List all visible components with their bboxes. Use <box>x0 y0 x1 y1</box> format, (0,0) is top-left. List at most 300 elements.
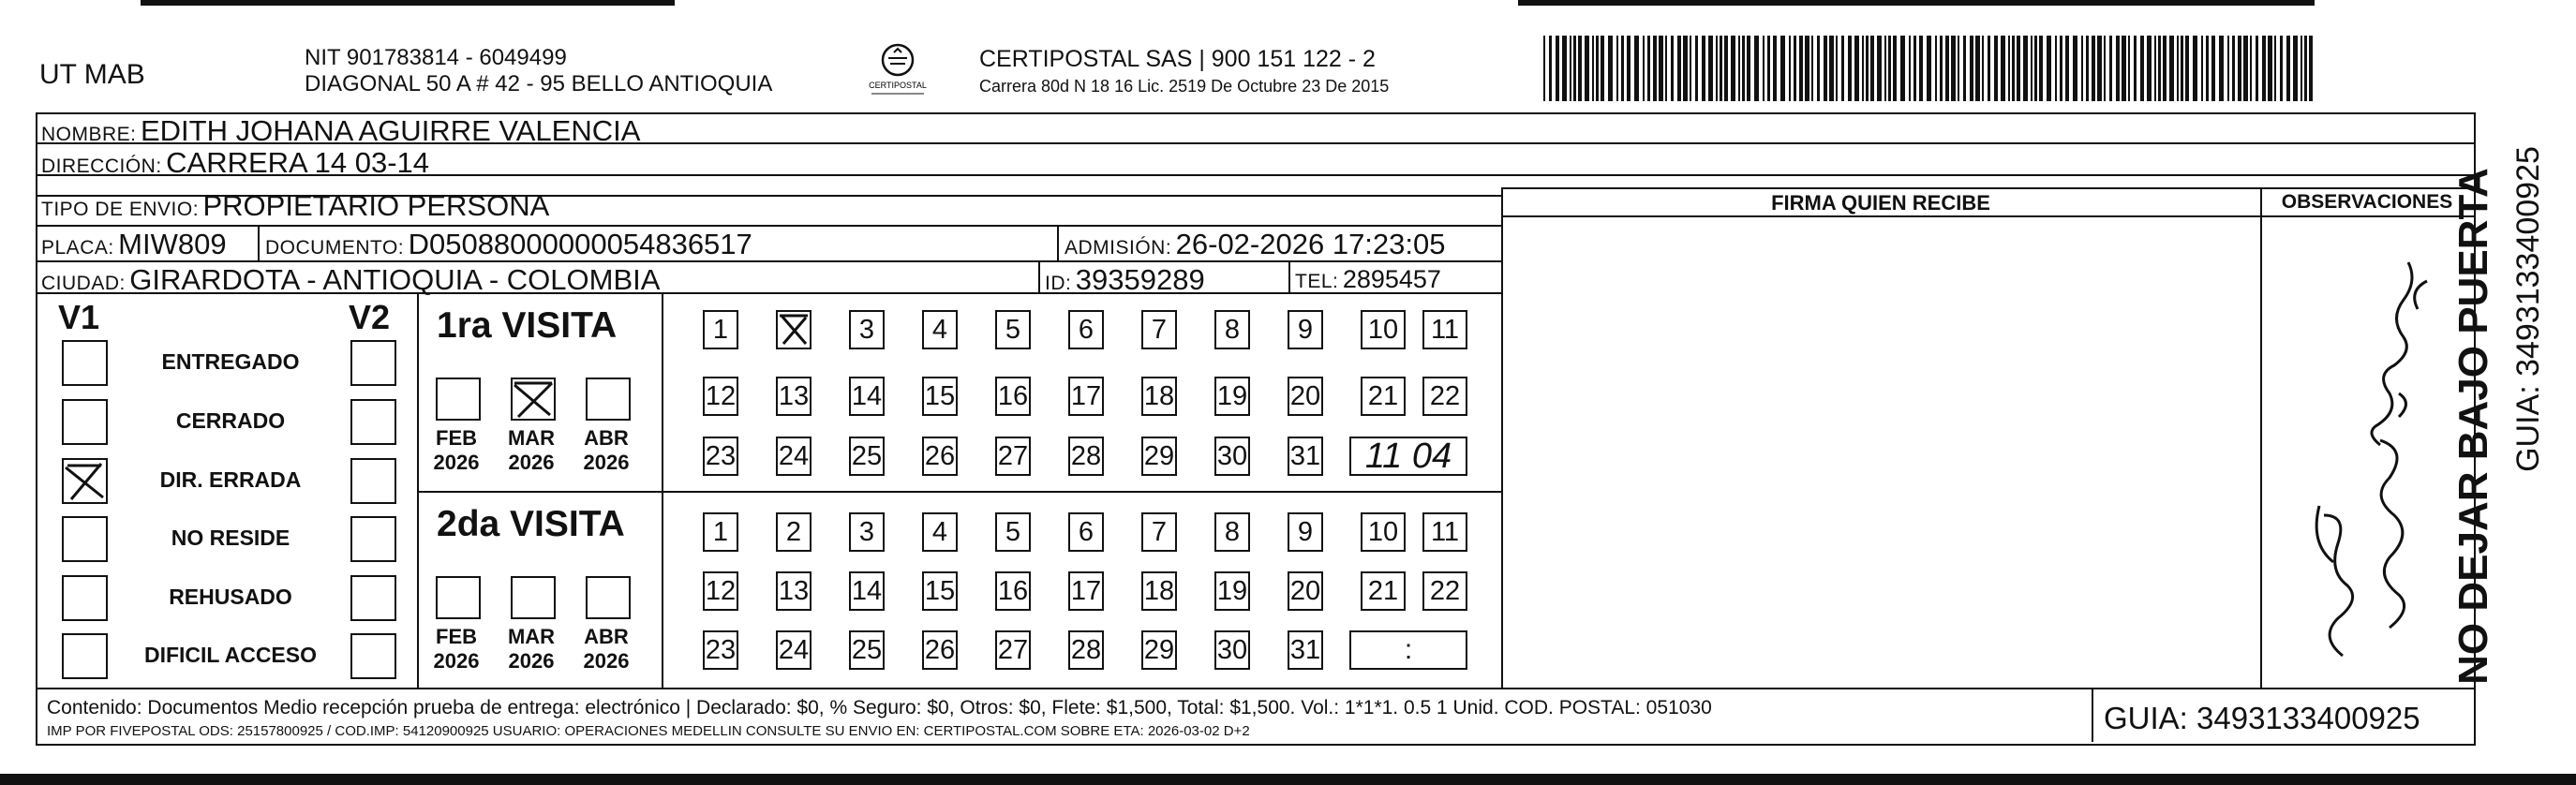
barcode-bar <box>1754 36 1759 101</box>
barcode-bar <box>2301 36 2302 101</box>
barcode-bar <box>2262 36 2266 101</box>
barcode-bar <box>1841 36 1844 101</box>
barcode-bar <box>1963 36 1966 101</box>
barcode-bar <box>2219 36 2224 101</box>
nombre-label: NOMBRE: <box>41 124 137 145</box>
top-edge-line <box>141 0 675 6</box>
day-box[interactable]: 30 <box>1214 630 1250 670</box>
barcode-bar <box>2211 36 2215 101</box>
barcode-bar <box>1958 36 1959 101</box>
barcode-bar <box>1811 36 1813 101</box>
barcode-bar <box>2181 36 2183 101</box>
month-checkbox[interactable] <box>511 378 556 421</box>
barcode-bar <box>2001 36 2005 101</box>
col-divider <box>417 292 419 688</box>
tipo-row <box>41 189 549 223</box>
v2-checkbox[interactable] <box>350 575 396 621</box>
carrier-license: Carrera 80d N 18 16 Lic. 2519 De Octubre 23 De 2015 <box>979 77 1390 96</box>
day-box[interactable]: 22 <box>1422 377 1467 416</box>
day-box[interactable]: 19 <box>1214 377 1250 416</box>
footer-guia: GUIA: 3493133400925 <box>2104 701 2420 735</box>
month-year: 2026 <box>433 649 480 674</box>
barcode-bar <box>1763 36 1764 101</box>
barcode-bar <box>2065 36 2069 101</box>
barcode-bar <box>2140 36 2144 101</box>
documento-value: D05088000000054836517 <box>408 228 752 260</box>
company-address: DIAGONAL 50 A # 42 - 95 BELLO ANTIOQUIA <box>305 71 773 96</box>
nombre-value: EDITH JOHANA AGUIRRE VALENCIA <box>140 114 641 147</box>
row-divider <box>417 491 1502 493</box>
v1-label: V1 <box>58 298 100 336</box>
day-box[interactable]: 2 <box>776 512 812 552</box>
barcode-bar <box>1592 36 1594 101</box>
barcode-bar <box>1556 36 1559 101</box>
barcode-bar <box>2309 36 2313 101</box>
day-box[interactable]: 8 <box>1214 512 1250 552</box>
barcode-bar <box>2012 36 2015 101</box>
day-box[interactable]: 27 <box>995 437 1031 476</box>
direccion-value: CARRERA 14 03-14 <box>166 146 430 179</box>
barcode-bar <box>1683 36 1688 101</box>
day-box[interactable]: 22 <box>1422 571 1467 611</box>
barcode-bar <box>1643 36 1645 101</box>
day-box[interactable]: 6 <box>1068 310 1104 349</box>
barcode-bar <box>1573 36 1576 101</box>
barcode-bar <box>1824 36 1827 101</box>
barcode-bar <box>1866 36 1869 101</box>
barcode-bar <box>1596 36 1599 101</box>
id-value: 39359289 <box>1075 263 1205 296</box>
day-box[interactable]: 12 <box>703 571 738 611</box>
day-box[interactable]: 31 <box>1288 630 1323 670</box>
barcode-bar <box>1870 36 1874 101</box>
day-box[interactable]: 15 <box>922 571 958 611</box>
status-option-label: ENTREGADO <box>161 349 300 374</box>
bottom-edge <box>0 774 2576 785</box>
day-box[interactable]: 31 <box>1288 437 1323 476</box>
month-checkbox[interactable] <box>436 576 481 619</box>
barcode-bar <box>2185 36 2189 101</box>
barcode-bar <box>1647 36 1650 101</box>
barcode-bar <box>1549 36 1552 101</box>
day-box[interactable]: 29 <box>1141 437 1177 476</box>
day-box[interactable]: 16 <box>995 377 1031 416</box>
barcode-bar <box>2092 36 2095 101</box>
month-name: ABR <box>584 625 629 648</box>
col-divider <box>662 292 663 688</box>
barcode-bar <box>1884 36 1886 101</box>
barcode-bar <box>2081 36 2083 101</box>
day-box[interactable]: 1 <box>703 512 738 552</box>
month-label <box>578 426 634 476</box>
barcode-bar <box>2158 36 2161 101</box>
month-label <box>503 625 559 674</box>
barcode-bar <box>1747 36 1750 101</box>
firma-header: FIRMA QUIEN RECIBE <box>1771 191 1990 215</box>
barcode-bar <box>1927 36 1931 101</box>
barcode-bar <box>2293 36 2298 101</box>
check-mark-icon <box>64 460 106 502</box>
barcode-bar <box>2154 36 2156 101</box>
documento-row <box>265 228 752 261</box>
day-box[interactable]: 7 <box>1141 310 1177 349</box>
barcode-bar <box>2031 36 2033 101</box>
barcode-bar <box>1720 36 1722 101</box>
day-box[interactable]: 9 <box>1288 512 1323 552</box>
tipo-value: PROPIETARIO PERSONA <box>202 189 550 222</box>
barcode-bar <box>1817 36 1820 101</box>
barcode-bar <box>1848 36 1852 101</box>
day-box[interactable]: 24 <box>776 437 812 476</box>
ciudad-value: GIRARDOTA - ANTIOQUIA - COLOMBIA <box>129 263 661 296</box>
day-box[interactable]: 10 <box>1361 512 1406 552</box>
status-option-label: DIFICIL ACCESO <box>143 643 317 667</box>
side-guia: GUIA: 3493133400925 <box>2510 146 2546 472</box>
v1-checkbox[interactable] <box>62 575 108 621</box>
barcode-bar <box>2268 36 2272 101</box>
barcode-bar <box>1773 36 1777 101</box>
day-box[interactable]: 26 <box>922 630 958 670</box>
carrier-name: CERTIPOSTAL SAS | 900 151 122 - 2 <box>979 46 1376 72</box>
barcode-bar <box>1659 36 1663 101</box>
day-box[interactable]: 19 <box>1214 571 1250 611</box>
col-divider <box>2092 688 2093 742</box>
day-box[interactable]: 21 <box>1361 377 1406 416</box>
day-box[interactable]: 13 <box>776 571 812 611</box>
barcode-bar <box>1862 36 1864 101</box>
barcode-bar <box>2227 36 2229 101</box>
day-box[interactable] <box>776 310 812 349</box>
barcode-bar <box>2147 36 2152 101</box>
barcode-bar <box>1742 36 1745 101</box>
v2-label: V2 <box>349 298 391 336</box>
barcode-bar <box>2073 36 2077 101</box>
barcode-bar <box>1708 36 1713 101</box>
side-warning: NO DEJAR BAJO PUERTA <box>2450 168 2496 685</box>
month-year: 2026 <box>583 649 630 674</box>
barcode-bar <box>2250 36 2252 101</box>
day-box[interactable]: 3 <box>849 512 885 552</box>
day-box[interactable]: 6 <box>1068 512 1104 552</box>
day-box[interactable]: 30 <box>1214 437 1250 476</box>
barcode-bar <box>2134 36 2137 101</box>
admision-value: 26-02-2026 17:23:05 <box>1175 228 1446 260</box>
barcode-bar <box>1690 36 1691 101</box>
barcode-bar <box>2274 36 2276 101</box>
day-box[interactable]: 26 <box>922 437 958 476</box>
day-box[interactable]: 18 <box>1141 377 1177 416</box>
barcode-bar <box>1767 36 1770 101</box>
placa-row <box>41 228 227 261</box>
barcode-bar <box>2243 36 2248 101</box>
col-divider <box>258 227 260 260</box>
day-box[interactable]: 25 <box>849 630 885 670</box>
day-box[interactable]: 23 <box>703 630 738 670</box>
ciudad-label: CIUDAD: <box>41 273 126 294</box>
barcode-bar <box>1608 36 1613 101</box>
barcode-bar <box>2097 36 2102 101</box>
barcode-bar <box>1945 36 1949 101</box>
month-checkbox[interactable] <box>436 378 481 421</box>
placa-value: MIW809 <box>118 228 227 260</box>
visit1-title: 1ra VISITA <box>437 305 618 346</box>
day-box[interactable]: 11 <box>1422 310 1467 349</box>
barcode-bar <box>2193 36 2197 101</box>
v2-checkbox[interactable] <box>350 458 396 504</box>
barcode-bar <box>1665 36 1667 101</box>
observaciones-header: OBSERVACIONES <box>2281 191 2453 213</box>
day-box[interactable]: 28 <box>1068 630 1104 670</box>
certipostal-logo <box>860 39 935 105</box>
barcode-bar <box>1935 36 1937 101</box>
barcode-bar <box>2201 36 2203 101</box>
month-checkbox[interactable] <box>586 576 631 619</box>
v1-checkbox[interactable] <box>62 399 108 445</box>
day-box[interactable]: 15 <box>922 377 958 416</box>
tel-value: 2895457 <box>1342 265 1441 293</box>
barcode-bar <box>2238 36 2241 101</box>
day-box[interactable]: 1 <box>703 310 738 349</box>
company-nit: NIT 901783814 - 6049499 <box>305 45 567 70</box>
barcode-bar <box>1970 36 1973 101</box>
barcode-bar <box>1702 36 1705 101</box>
barcode-bar <box>1634 36 1639 101</box>
tipo-label: TIPO DE ENVIO: <box>41 199 200 220</box>
day-box[interactable]: 3 <box>849 310 885 349</box>
day-box[interactable]: 9 <box>1288 310 1323 349</box>
admision-label: ADMISIÓN: <box>1065 237 1172 259</box>
day-box[interactable]: 12 <box>703 377 738 416</box>
documento-label: DOCUMENTO: <box>265 237 405 259</box>
row-divider <box>1501 215 2474 217</box>
id-label: ID: <box>1045 273 1072 294</box>
barcode-bar <box>2060 36 2062 101</box>
barcode-bar <box>1677 36 1681 101</box>
month-name: MAR <box>507 625 556 648</box>
barcode-bar <box>1621 36 1624 101</box>
barcode-bar <box>1909 36 1911 101</box>
status-option-label: NO RESIDE <box>171 526 290 550</box>
row-divider <box>36 688 2474 689</box>
month-name: ABR <box>584 426 629 450</box>
col-divider <box>1057 227 1059 260</box>
day-box[interactable]: 17 <box>1068 571 1104 611</box>
barcode-bar <box>2280 36 2283 101</box>
month-name: MAR <box>507 426 556 450</box>
barcode-bar <box>2304 36 2307 101</box>
nombre-row <box>41 114 640 148</box>
day-box[interactable]: 29 <box>1141 630 1177 670</box>
barcode-bar <box>1738 36 1740 101</box>
row-divider <box>1501 187 2474 189</box>
day-box[interactable]: 8 <box>1214 310 1250 349</box>
footer-contenido: Contenido: Documentos Medio recepción prueba de entrega: electrónico | Declarado: $0, % Seguro: $0, Otros: $0, Flete: $1,500, Total: $1,500. Vol.: 1*1*1. 0.5 1 Unid. COD. POSTAL: 051030 <box>47 697 1712 718</box>
barcode-bar <box>2286 36 2290 101</box>
barcode-bar <box>2232 36 2235 101</box>
barcode-bar <box>1731 36 1735 101</box>
barcode-bar <box>1799 36 1803 101</box>
barcode-bar <box>1829 36 1834 101</box>
barcode-bar <box>2109 36 2112 101</box>
barcode-bar <box>1578 36 1582 101</box>
day-box[interactable]: 5 <box>995 310 1031 349</box>
month-label <box>503 426 559 476</box>
barcode-bar <box>1562 36 1567 101</box>
footer-imp: IMP POR FIVEPOSTAL ODS: 25157800925 / COD.IMP: 54120900925 USUARIO: OPERACIONES MEDELLIN CONSULTE SU ENVIO EN: CERTIPOSTAL.COM SOBRE ETA: 2026-03-02 D+2 <box>47 723 1250 739</box>
barcode-bar <box>1919 36 1923 101</box>
barcode-bar <box>1789 36 1791 101</box>
barcode-bar <box>1982 36 1984 101</box>
day-box[interactable]: 4 <box>922 310 958 349</box>
barcode-bar <box>2008 36 2010 101</box>
day-box[interactable]: 20 <box>1288 571 1323 611</box>
barcode-bar <box>1627 36 1630 101</box>
barcode-bar <box>1988 36 1990 101</box>
barcode-bar <box>2055 36 2057 101</box>
barcode-bar <box>1805 36 1809 101</box>
company-name: UT MAB <box>39 59 145 90</box>
day-box[interactable]: 14 <box>849 377 885 416</box>
barcode-bar <box>1951 36 1956 101</box>
day-box[interactable]: 18 <box>1141 571 1177 611</box>
barcode-bar <box>2128 36 2130 101</box>
barcode-bar <box>1994 36 1998 101</box>
barcode-bar <box>2169 36 2174 101</box>
barcode-bar <box>1900 36 1905 101</box>
row-divider <box>36 225 1502 227</box>
day-box[interactable]: 20 <box>1288 377 1323 416</box>
check-mark-icon <box>778 312 810 348</box>
day-box[interactable]: 28 <box>1068 437 1104 476</box>
month-checkbox[interactable] <box>586 378 631 421</box>
day-box[interactable]: 5 <box>995 512 1031 552</box>
check-mark-icon <box>513 379 554 419</box>
v2-checkbox[interactable] <box>350 340 396 386</box>
status-option-label: CERRADO <box>175 408 286 433</box>
admision-row <box>1065 228 1446 261</box>
barcode-bar <box>2256 36 2258 101</box>
barcode-bar <box>2116 36 2120 101</box>
status-option-label: REHUSADO <box>169 585 292 609</box>
day-box[interactable]: 13 <box>776 377 812 416</box>
day-box[interactable]: 4 <box>922 512 958 552</box>
tel-label: TEL: <box>1295 271 1339 292</box>
barcode-bar <box>1543 36 1545 101</box>
barcode-bar <box>1854 36 1859 101</box>
day-box[interactable]: 25 <box>849 437 885 476</box>
barcode-bar <box>2163 36 2167 101</box>
tel-row <box>1295 265 1441 294</box>
month-checkbox[interactable] <box>511 576 556 619</box>
col-divider <box>1038 262 1040 292</box>
barcode-bar <box>2023 36 2028 101</box>
barcode-bar <box>1716 36 1718 101</box>
handwritten-observation <box>2268 225 2464 684</box>
v1-checkbox[interactable] <box>62 340 108 386</box>
month-year: 2026 <box>583 451 630 475</box>
v1-checkbox[interactable] <box>62 633 108 679</box>
logo-text: CERTIPOSTAL <box>869 81 927 90</box>
top-edge-line <box>1518 0 2315 6</box>
barcode-bar <box>1940 36 1943 101</box>
barcode-bar <box>1794 36 1796 101</box>
month-year: 2026 <box>433 451 480 475</box>
barcode-bar <box>2086 36 2089 101</box>
day-box[interactable]: 16 <box>995 571 1031 611</box>
month-label <box>428 426 484 476</box>
barcode-bar <box>1601 36 1604 101</box>
barcode-bar <box>1893 36 1897 101</box>
day-box[interactable]: 21 <box>1361 571 1406 611</box>
barcode-bar <box>1836 36 1838 101</box>
barcode-bar <box>1888 36 1891 101</box>
barcode-bar <box>2177 36 2179 101</box>
ciudad-row <box>41 263 660 297</box>
barcode-bar <box>2017 36 2020 101</box>
month-name: FEB <box>436 625 477 648</box>
v2-checkbox[interactable] <box>350 633 396 679</box>
barcode-bar <box>1724 36 1728 101</box>
month-label <box>428 625 484 674</box>
barcode-bar <box>1653 36 1657 101</box>
barcode-bar <box>2206 36 2209 101</box>
month-name: FEB <box>436 426 477 450</box>
month-year: 2026 <box>508 451 555 475</box>
barcode-bar <box>1585 36 1589 101</box>
time-box[interactable]: 11 04 <box>1349 437 1467 476</box>
barcode-bar <box>1975 36 1980 101</box>
day-box[interactable]: 11 <box>1422 512 1467 552</box>
barcode-bar <box>1913 36 1916 101</box>
v2-checkbox[interactable] <box>350 516 396 562</box>
placa-label: PLACA: <box>41 237 114 259</box>
v1-checkbox[interactable] <box>62 458 108 504</box>
month-year: 2026 <box>508 649 555 674</box>
day-box[interactable]: 24 <box>776 630 812 670</box>
visit2-title: 2da VISITA <box>437 504 625 544</box>
barcode-bar <box>2034 36 2037 101</box>
day-box[interactable]: 7 <box>1141 512 1177 552</box>
day-box[interactable]: 27 <box>995 630 1031 670</box>
col-divider <box>1288 262 1290 292</box>
barcode <box>1541 36 2319 101</box>
barcode-bar <box>1570 36 1571 101</box>
status-option-label: DIR. ERRADA <box>159 467 302 492</box>
barcode-bar <box>1877 36 1882 101</box>
col-divider <box>1501 187 1503 688</box>
barcode-bar <box>2047 36 2051 101</box>
day-box[interactable]: 10 <box>1361 310 1406 349</box>
time-box[interactable]: : <box>1349 630 1467 670</box>
barcode-bar <box>1695 36 1698 101</box>
barcode-bar <box>1616 36 1618 101</box>
barcode-bar <box>1671 36 1674 101</box>
v1-checkbox[interactable] <box>62 516 108 562</box>
month-label <box>578 625 634 674</box>
day-box[interactable]: 17 <box>1068 377 1104 416</box>
barcode-bar <box>1780 36 1785 101</box>
direccion-label: DIRECCIÓN: <box>41 156 162 177</box>
day-box[interactable]: 14 <box>849 571 885 611</box>
barcode-bar <box>2122 36 2126 101</box>
barcode-bar <box>2039 36 2043 101</box>
v2-checkbox[interactable] <box>350 399 396 445</box>
day-box[interactable]: 23 <box>703 437 738 476</box>
id-row <box>1045 263 1205 297</box>
col-divider <box>2260 187 2262 688</box>
direccion-row <box>41 146 429 180</box>
barcode-bar <box>2104 36 2106 101</box>
